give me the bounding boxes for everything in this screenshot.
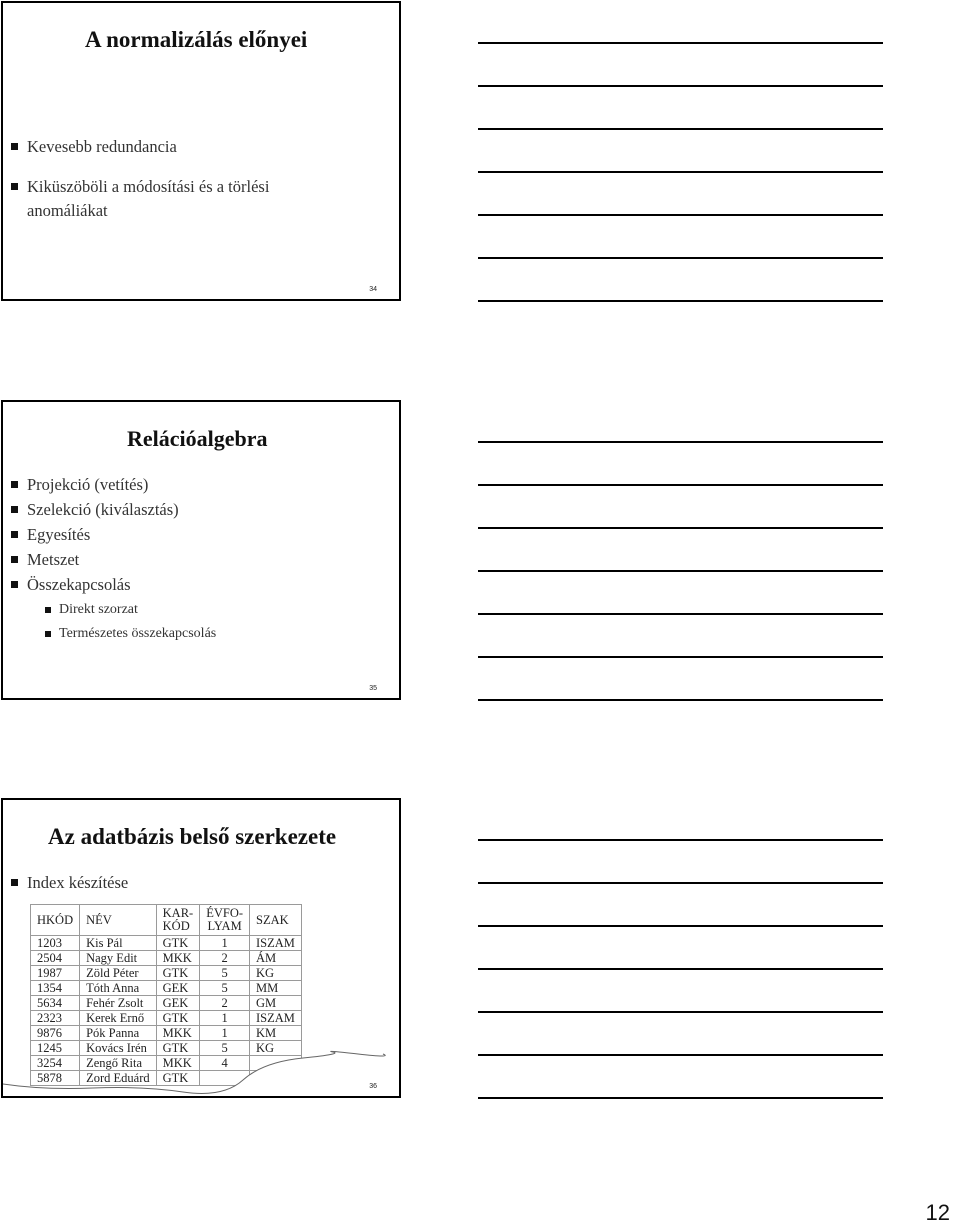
table-cell: Tóth Anna — [80, 981, 157, 996]
table-cell: 5878 — [31, 1071, 80, 1086]
table-cell: KG — [250, 966, 302, 981]
table-cell: MKK — [156, 1056, 200, 1071]
note-line — [478, 839, 883, 841]
table-cell: MKK — [156, 1026, 200, 1041]
bullet-item: Index készítése — [27, 873, 129, 892]
note-line — [478, 42, 883, 44]
note-line — [478, 1054, 883, 1056]
table-row — [31, 966, 302, 981]
bullet-item: Metszet — [27, 550, 80, 569]
table-cell: 1354 — [31, 981, 80, 996]
note-line — [478, 171, 883, 173]
table-cell: 3254 — [31, 1056, 80, 1071]
note-line — [478, 1011, 883, 1013]
table-cell: Fehér Zsolt — [80, 996, 157, 1011]
note-line — [478, 128, 883, 130]
table-cell: ÁM — [250, 951, 302, 966]
table-cell: MM — [250, 981, 302, 996]
table-cell: 1987 — [31, 966, 80, 981]
table-cell: 1245 — [31, 1041, 80, 1056]
table-cell: 9876 — [31, 1026, 80, 1041]
note-line — [478, 925, 883, 927]
column-header-evfolyam: ÉVFO- LYAM — [200, 905, 250, 936]
table-cell: 2323 — [31, 1011, 80, 1026]
sub-bullet-item: Természetes összekapcsolás — [59, 626, 217, 641]
note-line — [478, 656, 883, 658]
table-row — [31, 981, 302, 996]
slide-title: Az adatbázis belső szerkezete — [48, 824, 337, 849]
table-cell: 5 — [200, 1041, 250, 1056]
note-line — [478, 613, 883, 615]
table-row — [31, 996, 302, 1011]
table-cell: 1 — [200, 1026, 250, 1041]
table-cell: Pók Panna — [80, 1026, 157, 1041]
table-cell: 2504 — [31, 951, 80, 966]
bullet-item: Kiküszöböli a módosítási és a törlési — [27, 177, 270, 196]
column-header-karkod: KAR- KÓD — [156, 905, 200, 936]
table-cell: KG — [250, 1041, 302, 1056]
table-cell: GEK — [156, 996, 200, 1011]
table-cell: Zord Eduárd — [80, 1071, 157, 1086]
table-cell: 5634 — [31, 996, 80, 1011]
table-cell: 4 — [200, 1056, 250, 1071]
slide-number: 35 — [369, 685, 377, 692]
bullet-item: Szelekció (kiválasztás) — [27, 500, 179, 519]
table-cell: GTK — [156, 1071, 200, 1086]
table-cell: GTK — [156, 1041, 200, 1056]
table-cell: 5 — [200, 981, 250, 996]
slide-number: 34 — [369, 286, 377, 293]
bullet-item: Projekció (vetítés) — [27, 475, 149, 494]
table-cell: 2 — [200, 951, 250, 966]
slide-36 — [1, 798, 401, 1098]
table-cell: MKK — [156, 951, 200, 966]
note-line — [478, 527, 883, 529]
table-cell: Kovács Irén — [80, 1041, 157, 1056]
table-row — [31, 951, 302, 966]
note-line — [478, 484, 883, 486]
table-cell: GTK — [156, 966, 200, 981]
table-cell: GTK — [156, 1011, 200, 1026]
slide-35 — [1, 400, 401, 700]
table-cell: Nagy Edit — [80, 951, 157, 966]
note-line — [478, 85, 883, 87]
bullet-item: Kevesebb redundancia — [27, 137, 177, 156]
table-cell: Kis Pál — [80, 936, 157, 951]
note-line — [478, 968, 883, 970]
table-cell: ISZAM — [250, 1011, 302, 1026]
table-header-row — [31, 905, 302, 936]
bullet-item: Összekapcsolás — [27, 575, 131, 594]
note-line — [478, 570, 883, 572]
slide-34 — [1, 1, 401, 301]
page-number: 12 — [925, 1200, 950, 1225]
table-cell: Kerek Ernő — [80, 1011, 157, 1026]
table-cell: GM — [250, 996, 302, 1011]
column-header-nev: NÉV — [80, 905, 157, 936]
note-line — [478, 699, 883, 701]
note-line — [478, 441, 883, 443]
table-cell: 5 — [200, 966, 250, 981]
table-cell: 2 — [200, 996, 250, 1011]
table-cell: Zöld Péter — [80, 966, 157, 981]
table-row — [31, 1026, 302, 1041]
table-row — [31, 936, 302, 951]
table-cell: GTK — [156, 936, 200, 951]
table-cell: GEK — [156, 981, 200, 996]
slide-number: 36 — [369, 1083, 377, 1090]
note-line — [478, 882, 883, 884]
table-cell: KM — [250, 1026, 302, 1041]
table-row — [31, 1011, 302, 1026]
table-cell: Zengő Rita — [80, 1056, 157, 1071]
sub-bullet-item: Direkt szorzat — [59, 602, 138, 617]
column-header-szak: SZAK — [250, 905, 302, 936]
torn-edge-decoration — [3, 1040, 401, 1098]
table-cell: ISZAM — [250, 936, 302, 951]
table-cell: 1 — [200, 1011, 250, 1026]
table-cell: 1203 — [31, 936, 80, 951]
note-line — [478, 214, 883, 216]
bullet-continuation: anomáliákat — [27, 201, 108, 220]
note-line — [478, 257, 883, 259]
slide-title: A normalizálás előnyei — [85, 27, 308, 52]
slide-title: Relációalgebra — [127, 426, 268, 451]
note-line — [478, 1097, 883, 1099]
bullet-item: Egyesítés — [27, 525, 91, 544]
table-cell: 1 — [200, 936, 250, 951]
column-header-hkod: HKÓD — [31, 905, 80, 936]
note-line — [478, 300, 883, 302]
